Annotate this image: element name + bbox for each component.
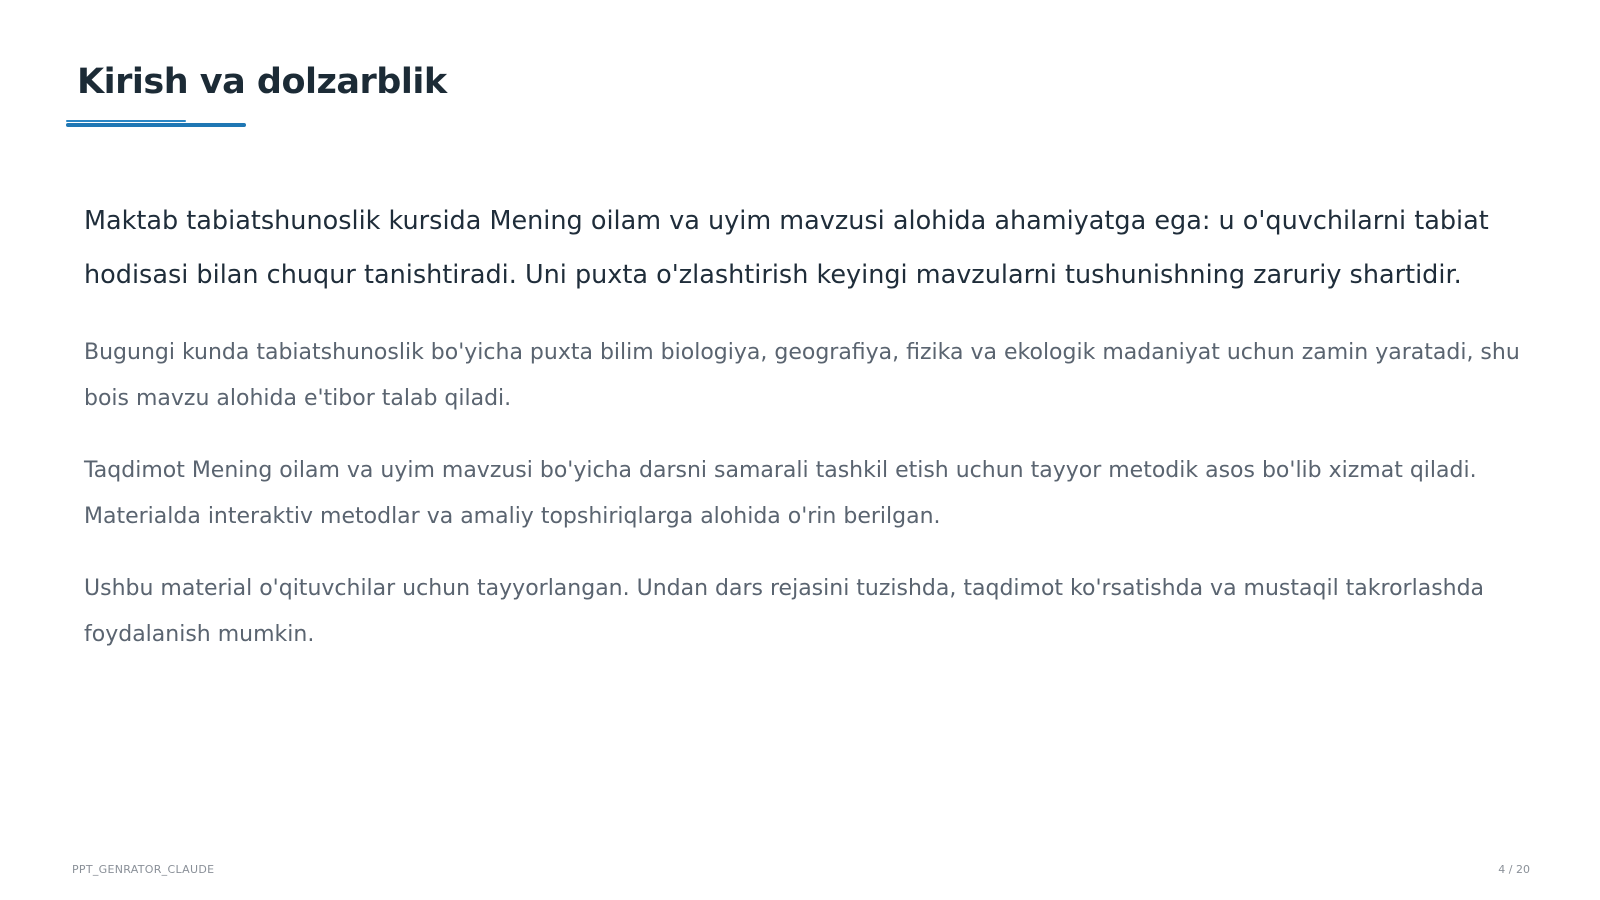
footer-source-label: PPT_GENRATOR_CLAUDE <box>72 863 215 876</box>
body-paragraph-2: Taqdimot Mening oilam va uyim mavzusi bo'yicha darsni samarali tashkil etish uchun tayyor metodik asos bo'lib xizmat qiladi. Materialda interaktiv metodlar va amaliy topshiriqlarga alohida o'rin berilgan. <box>84 458 1477 529</box>
body-paragraph-1: Bugungi kunda tabiatshunoslik bo'yicha puxta bilim biologiya, geografiya, fizika va ekologik madaniyat uchun zamin yaratadi, shu bois mavzu alohida e'tibor talab qiladi. <box>84 340 1520 411</box>
slide-title: Kirish va dolzarblik <box>77 62 447 102</box>
body-paragraph-3: Ushbu material o'qituvchilar uchun tayyorlangan. Undan dars rejasini tuzishda, taqdimot ko'rsatishda va mustaqil takrorlashda foydalanish mumkin. <box>84 576 1485 647</box>
slide-content <box>84 194 1524 684</box>
page-number: 4 / 20 <box>1498 863 1530 876</box>
title-accent-line-top <box>66 120 186 122</box>
lead-paragraph: Maktab tabiatshunoslik kursida Mening oilam va uyim mavzusi alohida ahamiyatga ega: u o'quvchilarni tabiat hodisasi bilan chuqur tanishtiradi. Uni puxta o'zlashtirish keyingi mavzularni tushunishning zaruriy shartidir. <box>84 206 1489 290</box>
title-accent-line <box>66 123 246 127</box>
